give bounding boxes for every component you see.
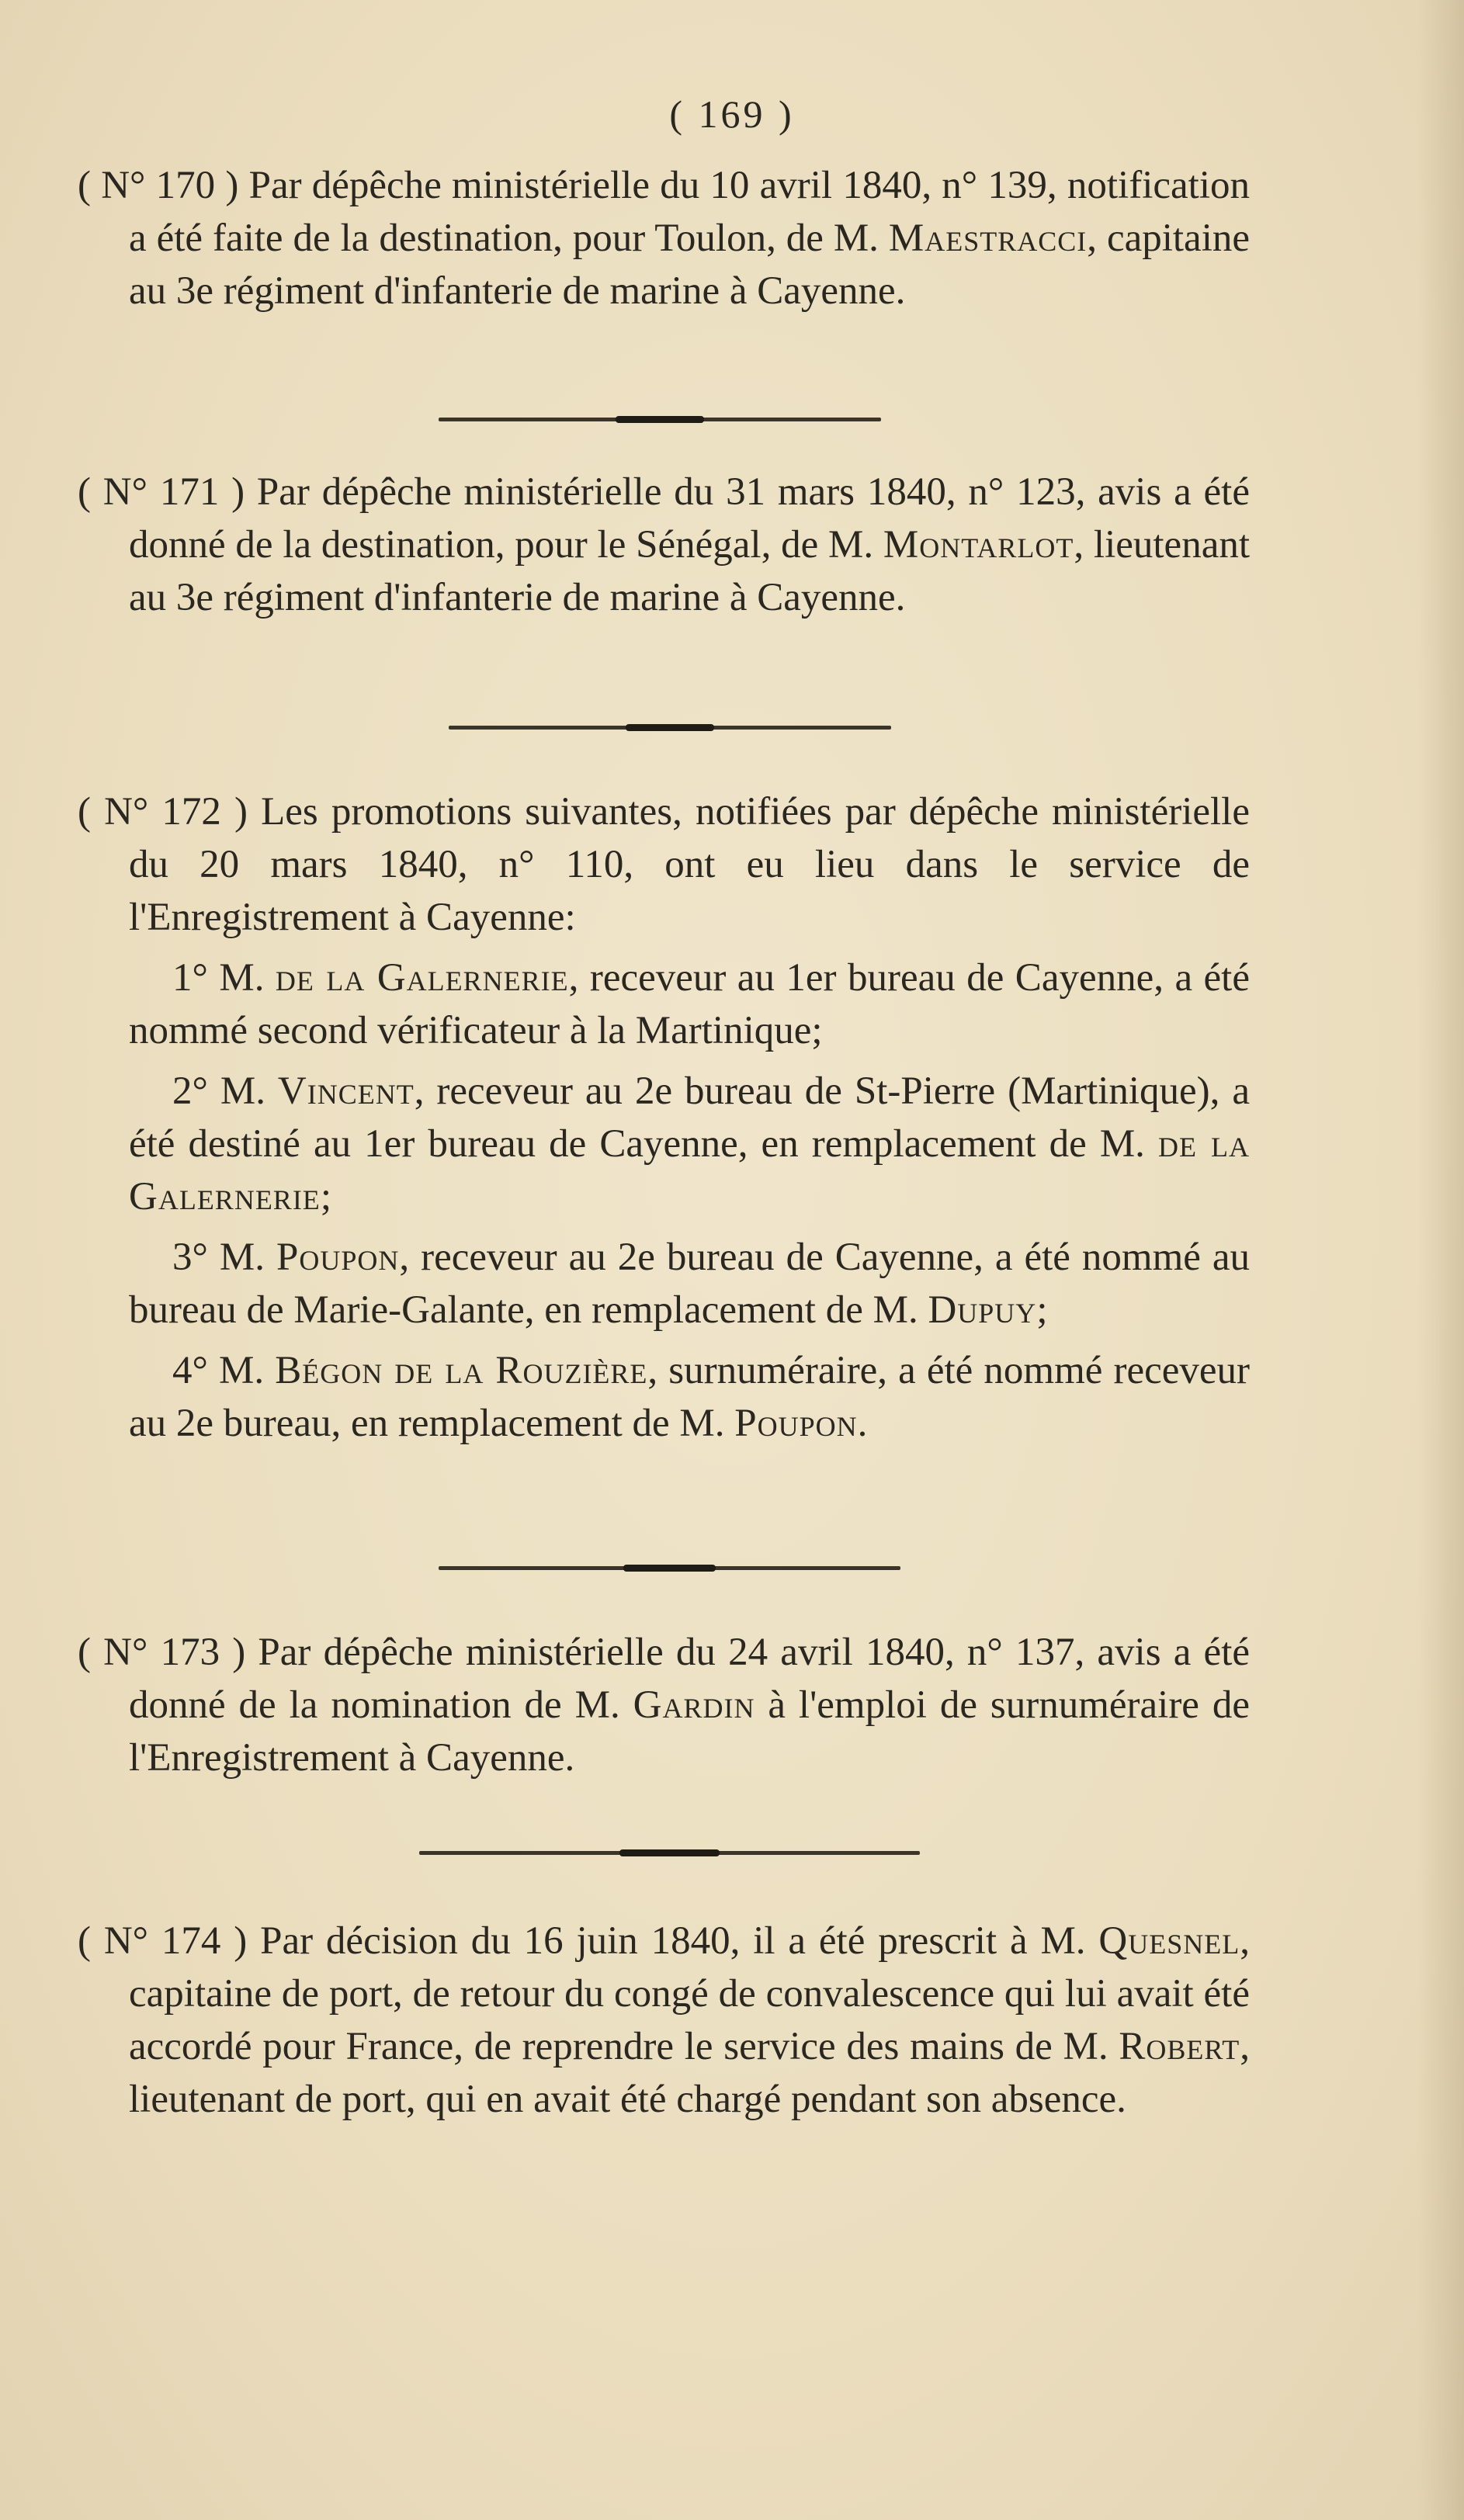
entry-170-text: ( N° 170 ) Par dépêche ministérielle du 10 avril 1840, n° 139, notification a été faite de la destination, pour Toulon, de M. Maestracci, capitaine au 3e régiment d'infanterie de marine à Cayenne.	[78, 164, 1250, 313]
separator-rule	[419, 1851, 920, 1855]
person-name: Bégon de la Rouzière	[275, 1349, 648, 1392]
entry-172-item-1: 1° M. de la Galernerie, receveur au 1er bureau de Cayenne, a été nommé second vérificateur à la Martinique;	[129, 956, 1250, 1052]
page-edge-shadow	[1417, 0, 1464, 2520]
person-name: Poupon	[276, 1236, 400, 1279]
entry-172	[78, 785, 1250, 1450]
page-number: ( 169 )	[669, 92, 795, 136]
person-name: Quesnel	[1098, 1919, 1240, 1963]
entry-174	[78, 1915, 1250, 2126]
entry-173-text: ( N° 173 ) Par dépêche ministérielle du 24 avril 1840, n° 137, avis a été donné de la nomination de M. Gardin à l'emploi de surnuméraire de l'Enregistrement à Cayenne.	[78, 1631, 1250, 1780]
separator-rule	[439, 418, 881, 421]
person-name: Robert	[1119, 2025, 1240, 2068]
person-name: Maestracci	[888, 217, 1088, 260]
person-name: Gardin	[633, 1683, 755, 1727]
entry-172-item-3: 3° M. Poupon, receveur au 2e bureau de Cayenne, a été nommé au bureau de Marie-Galante, en remplacement de M. Dupuy;	[129, 1236, 1250, 1332]
entry-174-text: ( N° 174 ) Par décision du 16 juin 1840, il a été prescrit à M. Quesnel, capitaine de port, de retour du congé de convalescence qui lui avait été accordé pour France, de reprendre le service des mains de M. Robert, lieutenant de port, qui en avait été chargé pendant son absence.	[78, 1919, 1250, 2121]
separator-rule	[439, 1566, 900, 1570]
person-name: de la Galernerie	[129, 1122, 1250, 1218]
person-name: de la Galernerie	[275, 956, 569, 1000]
entry-170	[78, 159, 1250, 317]
entry-172-item-4: 4° M. Bégon de la Rouzière, surnuméraire, a été nommé receveur au 2e bureau, en remplacement de M. Poupon.	[129, 1349, 1250, 1445]
person-name: Vincent	[277, 1069, 415, 1113]
entry-173	[78, 1626, 1250, 1784]
person-name: Dupuy	[928, 1288, 1037, 1332]
entry-172-item-2: 2° M. Vincent, receveur au 2e bureau de St-Pierre (Martinique), a été destiné au 1er bureau de Cayenne, en remplacement de M. de la Galernerie;	[129, 1069, 1250, 1218]
separator-rule	[449, 726, 891, 730]
person-name: Poupon	[734, 1402, 858, 1445]
entry-172-intro: ( N° 172 ) Les promotions suivantes, notifiées par dépêche ministérielle du 20 mars 1840, n° 110, ont eu lieu dans le service de l'Enregistrement à Cayenne:	[78, 790, 1250, 939]
entry-171-text: ( N° 171 ) Par dépêche ministérielle du 31 mars 1840, n° 123, avis a été donné de la destination, pour le Sénégal, de M. Montarlot, lieutenant au 3e régiment d'infanterie de marine à Cayenne.	[78, 470, 1250, 619]
person-name: Montarlot	[883, 523, 1074, 567]
entry-171	[78, 466, 1250, 624]
